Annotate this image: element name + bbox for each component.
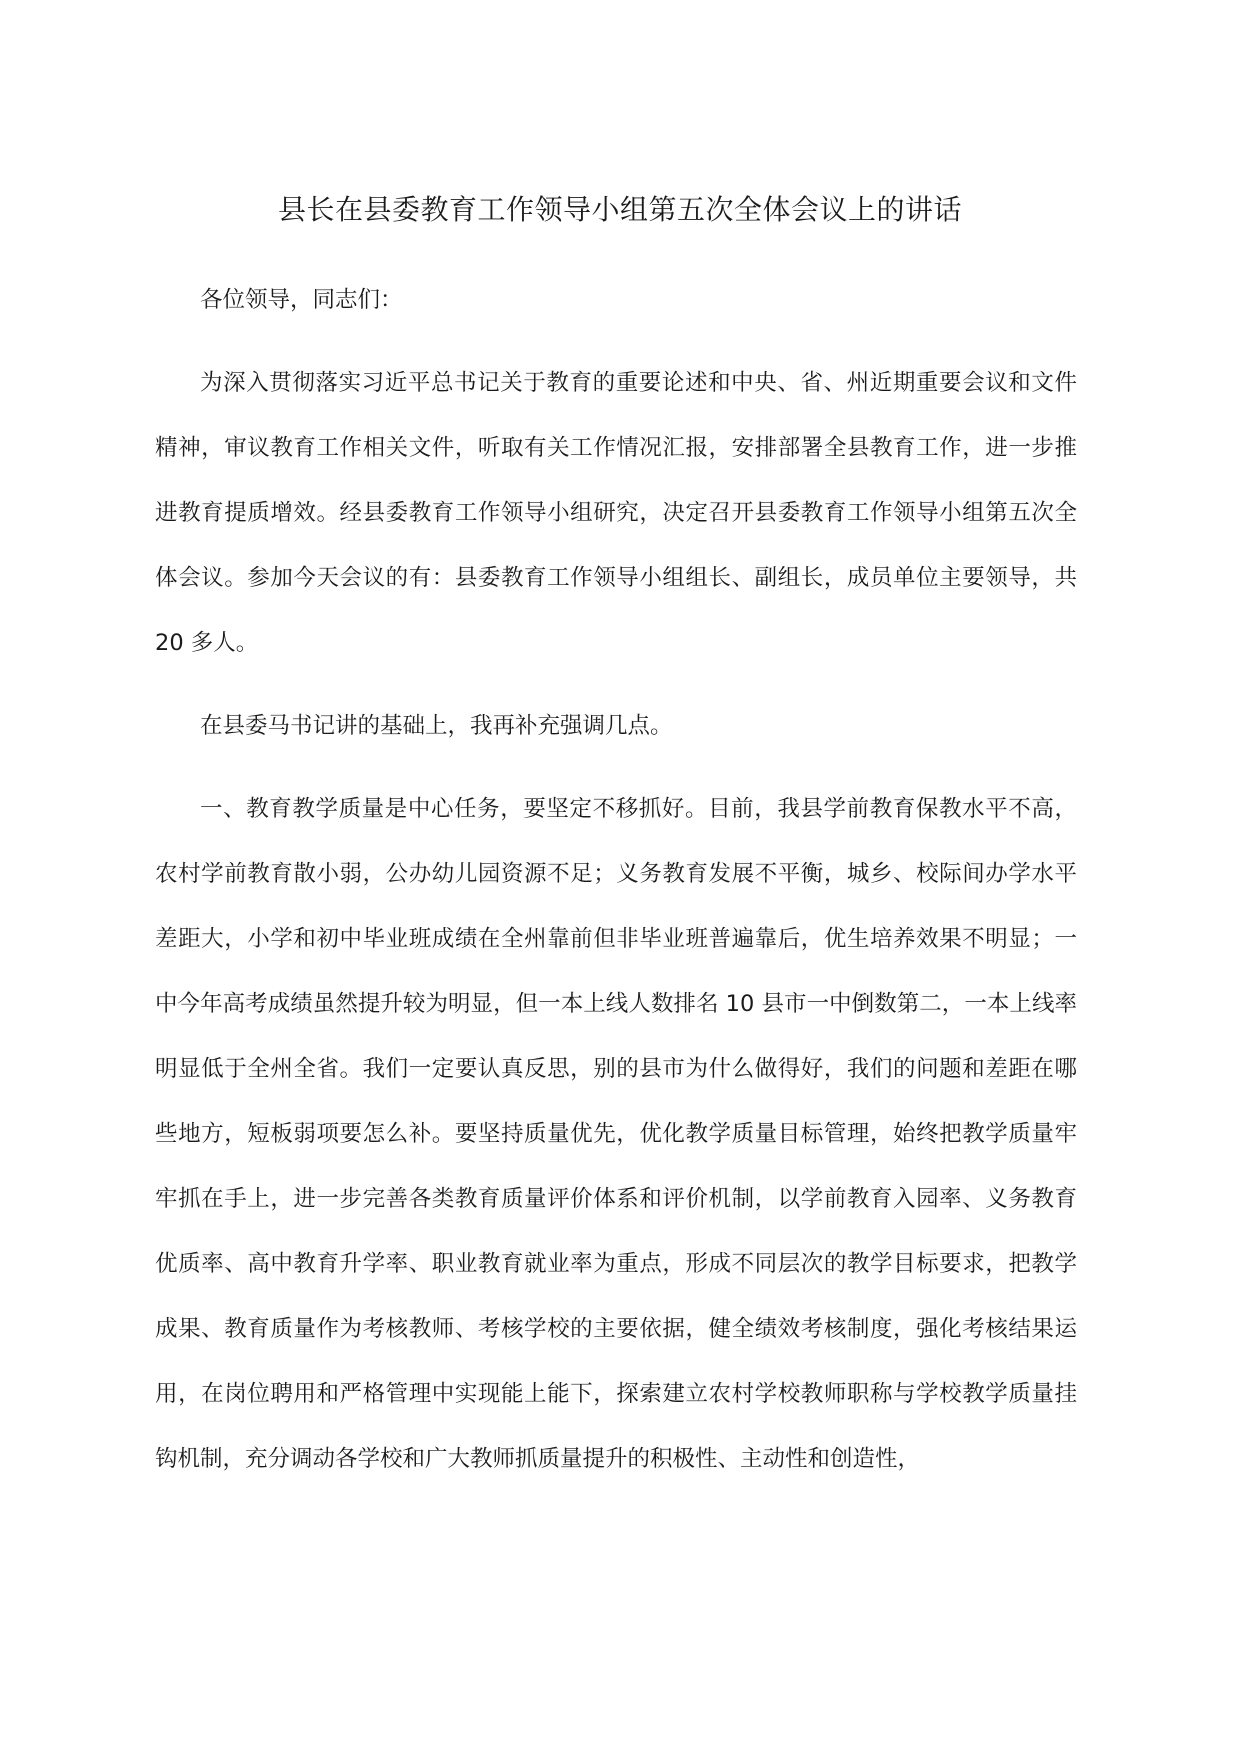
document-body (155, 268, 1077, 1492)
section-one-paragraph: 一、教育教学质量是中心任务，要坚定不移抓好。目前，我县学前教育保教水平不高，农村学前教育散小弱，公办幼儿园资源不足；义务教育发展不平衡，城乡、校际间办学水平差距大，小学和初中毕业班成绩在全州靠前但非毕业班普遍靠后，优生培养效果不明显；一中今年高考成绩虽然提升较为明显，但一本上线人数排名 10 县市一中倒数第二，一本上线率明显低于全州全省。我们一定要认真反思，别的县市为什么做得好，我们的问题和差距在哪些地方，短板弱项要怎么补。要坚持质量优先，优化教学质量目标管理，始终把教学质量牢牢抓在手上，进一步完善各类教育质量评价体系和评价机制，以学前教育入园率、义务教育优质率、高中教育升学率、职业教育就业率为重点，形成不同层次的教学目标要求，把教学成果、教育质量作为考核教师、考核学校的主要依据，健全绩效考核制度，强化考核结果运用，在岗位聘用和严格管理中实现能上能下，探索建立农村学校教师职称与学校教学质量挂钩机制，充分调动各学校和广大教师抓质量提升的积极性、主动性和创造性， (155, 796, 1077, 1472)
salutation-paragraph: 各位领导，同志们： (200, 287, 403, 313)
intro-paragraph: 为深入贯彻落实习近平总书记关于教育的重要论述和中央、省、州近期重要会议和文件精神，审议教育工作相关文件，听取有关工作情况汇报，安排部署全县教育工作，进一步推进教育提质增效。经县委教育工作领导小组研究，决定召开县委教育工作领导小组第五次全体会议。参加今天会议的有：县委教育工作领导小组组长、副组长，成员单位主要领导，共 20 多人。 (155, 370, 1077, 656)
transition-paragraph: 在县委马书记讲的基础上，我再补充强调几点。 (200, 713, 673, 739)
document-title: 县长在县委教育工作领导小组第五次全体会议上的讲话 (277, 193, 962, 226)
